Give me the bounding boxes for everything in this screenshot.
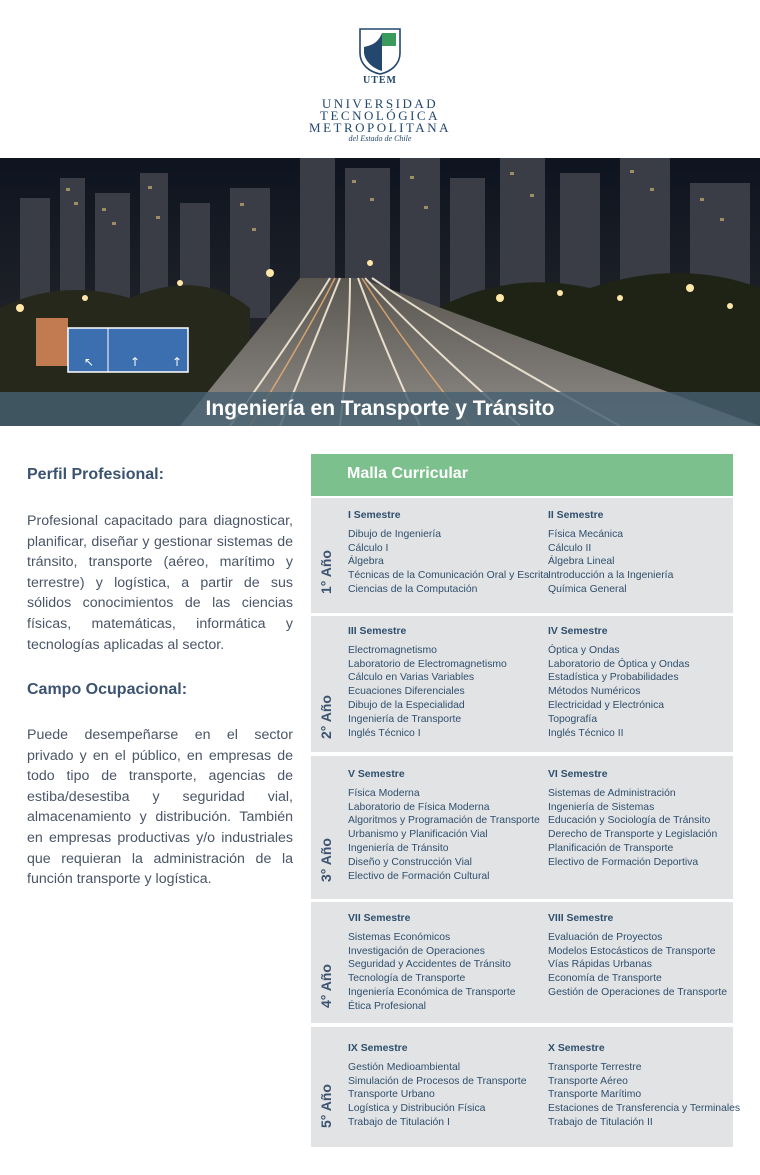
course-item: Diseño y Construcción Vial (348, 856, 472, 868)
course-item: Óptica y Ondas (548, 644, 620, 656)
semester-title: III Semestre (348, 626, 407, 637)
course-item: Física Moderna (348, 787, 420, 799)
course-item: Urbanismo y Planificación Vial (348, 829, 488, 841)
course-item: Transporte Urbano (348, 1089, 435, 1101)
banner-photo (0, 158, 760, 426)
course-item: Simulación de Procesos de Transporte (348, 1075, 527, 1087)
course-item: Física Mecánica (548, 528, 624, 540)
campo-text: Puede desempeñarse en el sector privado y en el público, en empresas de todo tipo de transporte, agencias de estiba/desestiba y seguridad vial, almacenamiento y distribución. También en empresas productivas y/o industriales que requieran la administración de la función transporte y logística. (27, 727, 293, 888)
course-item: Laboratorio de Electromagnetismo (348, 658, 507, 670)
semester-block (548, 768, 717, 870)
course-item: Transporte Marítimo (548, 1089, 642, 1101)
university-name-line-3: METROPOLITANA (309, 120, 451, 135)
course-item: Introducción a la Ingeniería (548, 570, 674, 582)
course-item: Algoritmos y Programación de Transporte (348, 815, 540, 827)
year-label-3: 3° Año (318, 838, 334, 882)
university-name-line-2: TECNOLÓGICA (320, 108, 440, 123)
year-label-2: 2° Año (318, 695, 334, 739)
campo-heading: Campo Ocupacional: (27, 681, 188, 698)
course-item: Logística y Distribución Física (348, 1103, 486, 1115)
semester-title: X Semestre (548, 1043, 605, 1054)
course-item: Inglés Técnico II (548, 727, 624, 739)
course-item: Electivo de Formación Deportiva (548, 856, 699, 868)
page-title: Ingeniería en Transporte y Tránsito (205, 397, 555, 420)
svg-text:↑: ↑ (130, 355, 141, 369)
semester-block (548, 1042, 740, 1130)
course-item: Topografía (548, 713, 598, 725)
course-item: Ingeniería de Tránsito (348, 842, 449, 854)
course-item: Seguridad y Accidentes de Tránsito (348, 959, 511, 971)
semester-block (348, 625, 507, 740)
course-item: Ingeniería Económica de Transporte (348, 986, 516, 998)
course-item: Trabajo de Titulación I (348, 1116, 450, 1128)
university-subtitle: del Estado de Chile (348, 134, 412, 143)
header (0, 0, 760, 158)
semester-title: VIII Semestre (548, 913, 614, 924)
university-name-line-1: UNIVERSIDAD (321, 96, 439, 111)
course-item: Electricidad y Electrónica (548, 699, 665, 711)
semester-title: V Semestre (348, 769, 405, 780)
course-item: Trabajo de Titulación II (548, 1116, 653, 1128)
perfil-text: Profesional capacitado para diagnosticar, planificar, diseñar y gestionar sistemas de tránsito, transporte (aéreo, marítimo y terrestre) y logística, a partir de sus sólidos conocimientos de las ciencias físicas, matemáticas, informática y tecnologías aplicadas al sector. (27, 513, 293, 653)
course-item: Evaluación de Proyectos (548, 931, 663, 943)
semester-block (348, 1042, 526, 1130)
course-item: Planificación de Transporte (548, 842, 674, 854)
semester-title: VII Semestre (348, 913, 411, 924)
course-item: Ingeniería de Sistemas (548, 801, 655, 813)
logo-acronym: UTEM (363, 75, 397, 86)
semester-title: II Semestre (548, 510, 604, 521)
semester-block (348, 912, 516, 1014)
year-label-1: 1° Año (318, 550, 334, 594)
course-item: Álgebra Lineal (548, 556, 615, 568)
course-item: Electromagnetismo (348, 644, 437, 656)
svg-text:↖: ↖ (84, 355, 95, 369)
course-item: Métodos Numéricos (548, 686, 641, 698)
course-item: Gestión Medioambiental (348, 1061, 461, 1073)
course-item: Cálculo en Varias Variables (348, 672, 475, 684)
semester-block (348, 768, 540, 883)
course-item: Ingeniería de Transporte (348, 713, 462, 725)
course-item: Ética Profesional (348, 1000, 426, 1012)
course-item: Transporte Aéreo (548, 1075, 628, 1087)
semester-title: VI Semestre (548, 769, 608, 780)
course-item: Investigación de Operaciones (348, 945, 485, 957)
course-item: Química General (548, 583, 627, 595)
semester-block (348, 509, 549, 597)
course-item: Estaciones de Transferencia y Terminales (548, 1103, 741, 1115)
course-item: Laboratorio de Óptica y Ondas (548, 658, 690, 670)
night-city-highway-image (0, 158, 760, 426)
semester-title: I Semestre (348, 510, 401, 521)
course-item: Modelos Estocásticos de Transporte (548, 945, 716, 957)
course-item: Álgebra (348, 556, 384, 568)
course-item: Ecuaciones Diferenciales (348, 686, 465, 698)
course-item: Cálculo II (548, 542, 592, 554)
course-item: Educación y Sociología de Tránsito (548, 815, 711, 827)
course-item: Dibujo de la Especialidad (348, 699, 465, 711)
semester-block (548, 912, 727, 1000)
malla-title: Malla Curricular (347, 465, 468, 482)
svg-text:↑: ↑ (172, 355, 183, 369)
course-item: Inglés Técnico I (348, 727, 421, 739)
course-item: Gestión de Operaciones de Transporte (548, 986, 728, 998)
semester-block (548, 625, 690, 740)
course-item: Economía de Transporte (548, 973, 662, 985)
course-item: Técnicas de la Comunicación Oral y Escrita (348, 570, 549, 582)
course-item: Transporte Terrestre (548, 1061, 642, 1073)
course-item: Derecho de Transporte y Legislación (548, 829, 718, 841)
course-item: Sistemas de Administración (548, 787, 676, 799)
semester-block (548, 509, 673, 597)
course-item: Cálculo I (348, 542, 389, 554)
course-item: Sistemas Económicos (348, 931, 451, 943)
course-item: Ciencias de la Computación (348, 583, 478, 595)
utem-shield-logo (358, 27, 402, 75)
year-label-5: 5° Año (318, 1084, 334, 1128)
year-label-4: 4° Año (318, 964, 334, 1008)
course-item: Vías Rápidas Urbanas (548, 959, 652, 971)
semester-title: IV Semestre (548, 626, 608, 637)
perfil-heading: Perfil Profesional: (27, 466, 164, 483)
course-item: Laboratorio de Física Moderna (348, 801, 490, 813)
course-item: Estadística y Probabilidades (548, 672, 679, 684)
course-item: Tecnología de Transporte (348, 973, 466, 985)
course-item: Dibujo de Ingeniería (348, 528, 442, 540)
semester-title: IX Semestre (348, 1043, 408, 1054)
course-item: Electivo de Formación Cultural (348, 870, 490, 882)
